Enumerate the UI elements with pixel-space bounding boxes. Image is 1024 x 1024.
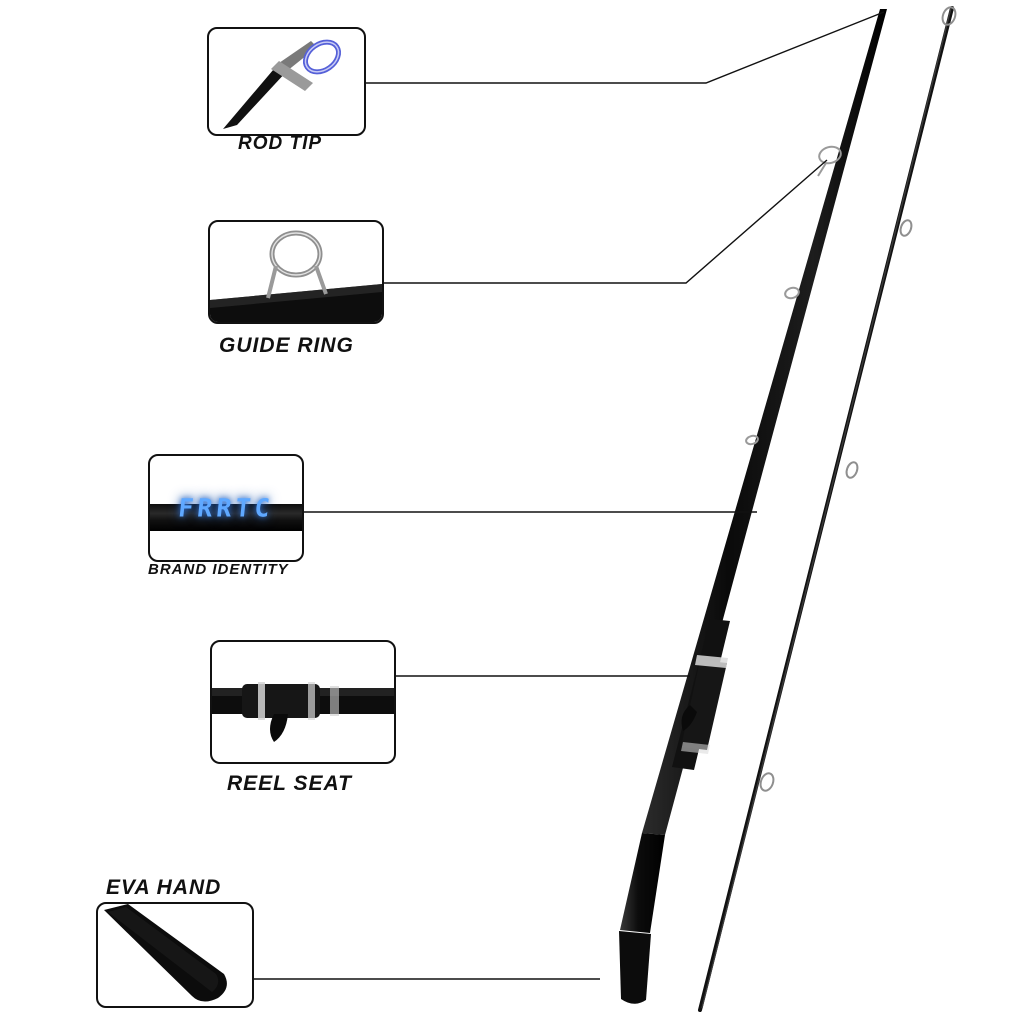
brand-logo-text: FRRTC <box>176 493 276 523</box>
callout-box-reel-seat <box>210 640 396 764</box>
callout-label-brand-identity: BRAND IDENTITY <box>148 561 289 578</box>
callout-label-eva-hand: EVA HAND <box>106 876 222 899</box>
rod-tip-illustration <box>209 29 364 134</box>
callout-box-eva-hand <box>96 902 254 1008</box>
callout-box-rod-tip <box>207 27 366 136</box>
callout-label-guide-ring: GUIDE RING <box>219 334 354 357</box>
callout-box-guide-ring <box>208 220 384 324</box>
reel-seat-illustration <box>212 642 394 762</box>
callout-box-brand-identity <box>148 454 304 562</box>
eva-handle-illustration <box>98 904 252 1006</box>
callout-label-reel-seat: REEL SEAT <box>227 772 352 795</box>
guide-ring-illustration <box>210 222 382 322</box>
callout-label-rod-tip: ROD TIP <box>238 133 323 154</box>
